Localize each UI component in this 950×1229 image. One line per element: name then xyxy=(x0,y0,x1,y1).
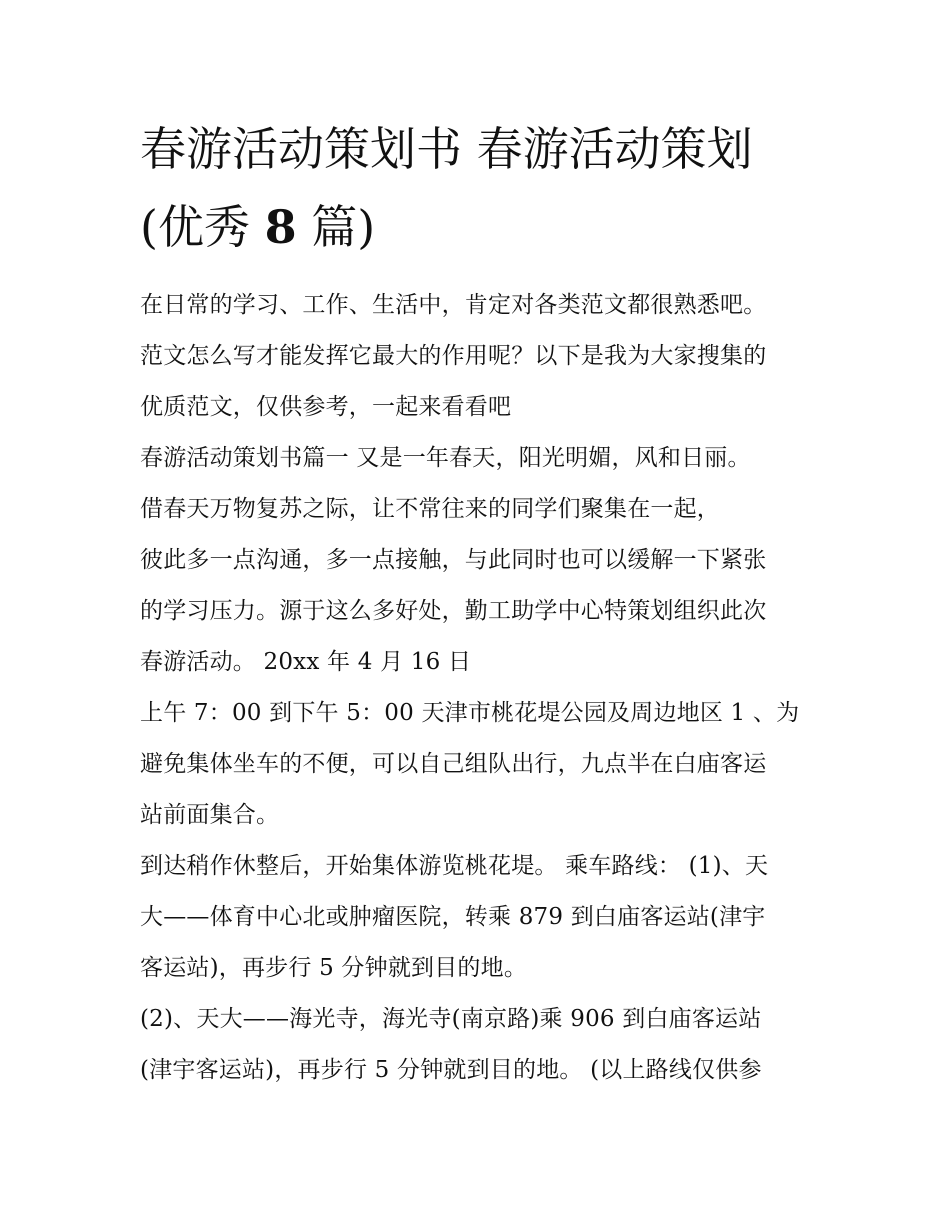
text-line: 春游活动策划书篇一 又是一年春天，阳光明媚，风和日丽。 xyxy=(140,445,751,471)
title-line-1: 春游活动策划书 春游活动策划 xyxy=(140,122,753,176)
text-line: 的学习压力。源于这么多好处，勤工助学中心特策划组织此次 xyxy=(140,598,767,624)
title-line-2-part-a: (优秀 xyxy=(140,200,250,254)
text-line: 春游活动。 20xx 年 4 月 16 日 xyxy=(140,649,472,675)
text-line: 在日常的学习、工作、生活中，肯定对各类范文都很熟悉吧。 xyxy=(140,292,767,318)
text-line: 客运站)，再步行 5 分钟就到目的地。 xyxy=(140,955,528,981)
text-line: 彼此多一点沟通，多一点接触，与此同时也可以缓解一下紧张 xyxy=(140,547,767,573)
title-line-2-number: 8 xyxy=(264,200,297,254)
text-line: 上午 7：00 到下午 5：00 天津市桃花堤公园及周边地区 1 、为 xyxy=(140,700,800,726)
text-line: (津宇客运站)，再步行 5 分钟就到目的地。 (以上路线仅供参 xyxy=(140,1057,762,1083)
text-line: 到达稍作休整后，开始集体游览桃花堤。 乘车路线： (1)、天 xyxy=(140,853,769,879)
title-line-2 xyxy=(140,188,820,266)
text-line: 优质范文，仅供参考，一起来看看吧 xyxy=(140,394,512,420)
document-title xyxy=(140,110,820,266)
document-body xyxy=(140,110,820,1096)
text-line: 站前面集合。 xyxy=(140,802,280,828)
text-line: 借春天万物复苏之际，让不常往来的同学们聚集在一起， xyxy=(140,496,720,522)
text-line: 大——体育中心北或肿瘤医院，转乘 879 到白庙客运站(津宇 xyxy=(140,904,766,930)
title-line-2-part-b: 篇) xyxy=(311,200,376,254)
text-line: (2)、天大——海光寺，海光寺(南京路)乘 906 到白庙客运站 xyxy=(140,1006,762,1032)
text-line: 范文怎么写才能发挥它最大的作用呢？以下是我为大家搜集的 xyxy=(140,343,767,369)
document-text xyxy=(140,280,820,1096)
text-line: 避免集体坐车的不便，可以自己组队出行，九点半在白庙客运 xyxy=(140,751,767,777)
